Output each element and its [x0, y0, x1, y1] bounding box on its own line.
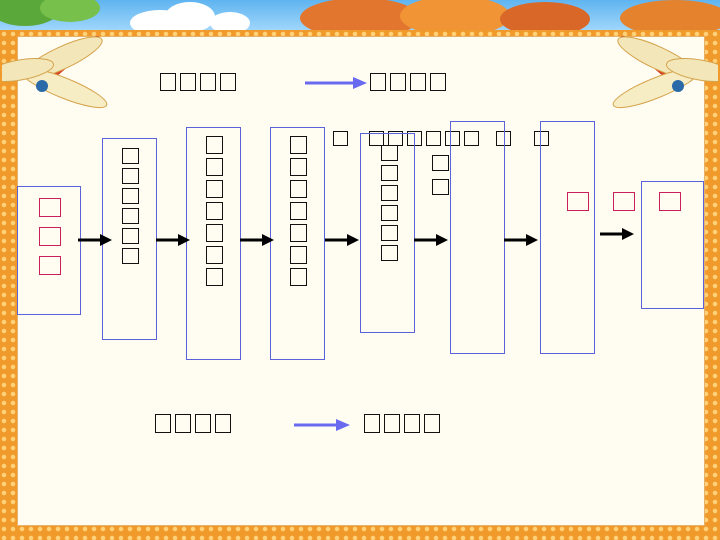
glyph	[220, 73, 236, 91]
stage-label-4	[290, 136, 307, 286]
glyph	[370, 73, 386, 91]
bottom-left-label	[155, 414, 231, 433]
sky-banner	[0, 0, 720, 30]
stage-box-6	[450, 121, 505, 354]
glyph	[122, 148, 139, 164]
foliage	[500, 2, 590, 30]
glyph	[404, 414, 420, 433]
glyph	[410, 73, 426, 91]
dragonfly-icon	[2, 36, 120, 112]
glyph	[381, 205, 398, 221]
glyph	[122, 208, 139, 224]
foliage	[400, 0, 510, 30]
glyph	[364, 414, 380, 433]
glyph	[206, 246, 223, 264]
glyph	[180, 73, 196, 91]
stage-label-1	[39, 198, 61, 275]
connector-arrow-icon	[305, 76, 367, 90]
flow-arrow-icon	[240, 233, 274, 247]
stage-label-5	[381, 145, 398, 261]
glyph	[381, 165, 398, 181]
top-left-label	[160, 73, 236, 91]
flow-arrow-icon	[325, 233, 359, 247]
stage-label-8	[567, 192, 681, 211]
glyph	[384, 414, 400, 433]
glyph	[39, 256, 61, 275]
bottom-right-label	[364, 414, 440, 433]
glyph	[567, 192, 589, 211]
glyph	[122, 168, 139, 184]
glyph	[613, 192, 635, 211]
cloud	[210, 12, 250, 30]
dragonfly-icon	[600, 36, 718, 112]
glyph	[659, 192, 681, 211]
flow-arrow-icon	[414, 233, 448, 247]
glyph	[175, 414, 191, 433]
glyph	[290, 246, 307, 264]
connector-arrow-icon	[294, 418, 350, 432]
glyph	[290, 268, 307, 286]
glyph	[195, 414, 211, 433]
glyph	[424, 414, 440, 433]
glyph	[290, 202, 307, 220]
glyph	[381, 245, 398, 261]
glyph	[432, 179, 449, 195]
flow-arrow-icon	[504, 233, 538, 247]
glyph-column	[432, 155, 449, 195]
glyph	[426, 131, 441, 146]
glyph	[39, 198, 61, 217]
glyph	[206, 158, 223, 176]
glyph	[39, 227, 61, 246]
glyph	[381, 145, 398, 161]
glyph	[206, 202, 223, 220]
glyph	[381, 225, 398, 241]
glyph	[206, 180, 223, 198]
glyph	[206, 268, 223, 286]
stage-label-2	[122, 148, 139, 264]
glyph	[122, 188, 139, 204]
glyph	[381, 185, 398, 201]
glyph	[200, 73, 216, 91]
flow-arrow-icon	[600, 227, 634, 241]
glyph	[390, 73, 406, 91]
flow-arrow-icon	[156, 233, 190, 247]
glyph	[160, 73, 176, 91]
top-right-label	[370, 73, 446, 91]
glyph	[290, 158, 307, 176]
glyph	[206, 224, 223, 242]
stage-box-7	[540, 121, 595, 354]
glyph	[290, 224, 307, 242]
glyph	[290, 180, 307, 198]
glyph	[432, 155, 449, 171]
glyph	[290, 136, 307, 154]
glyph	[122, 248, 139, 264]
glyph	[215, 414, 231, 433]
glyph	[206, 136, 223, 154]
stage-label-3	[206, 136, 223, 286]
glyph	[430, 73, 446, 91]
cloud	[165, 2, 215, 30]
glyph	[333, 131, 348, 146]
glyph	[155, 414, 171, 433]
flow-arrow-icon	[78, 233, 112, 247]
glyph	[122, 228, 139, 244]
foliage	[620, 0, 720, 30]
